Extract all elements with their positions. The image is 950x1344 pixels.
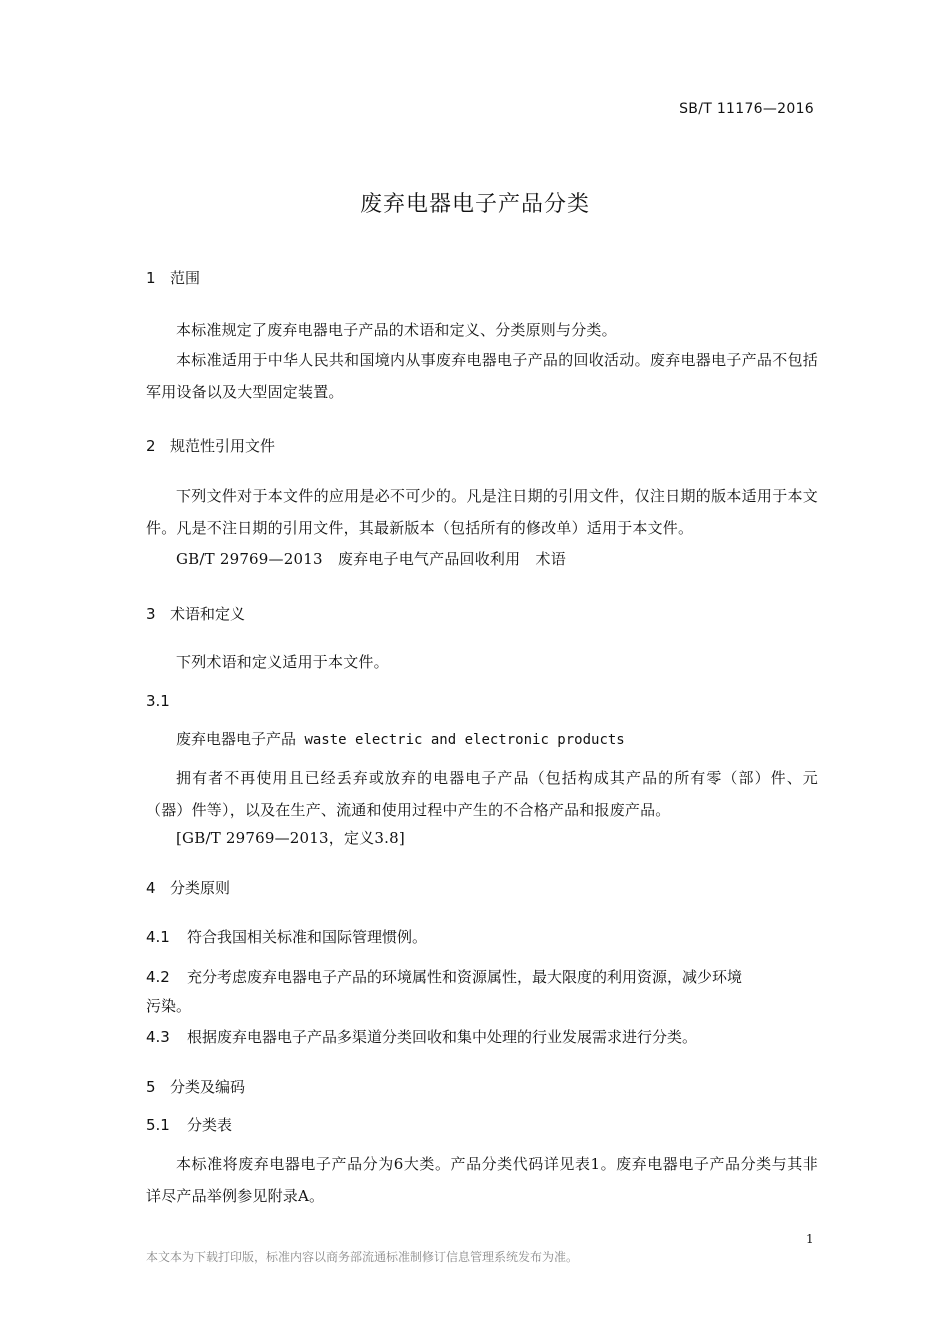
section-number: 2 — [146, 437, 156, 455]
section-number: 1 — [146, 269, 156, 287]
section-number: 3 — [146, 605, 156, 623]
section-3-heading — [146, 603, 245, 624]
section-4-heading — [146, 877, 230, 898]
clause-4-1 — [146, 926, 427, 947]
section-2-heading — [146, 435, 275, 456]
section-title: 术语和定义 — [170, 605, 246, 623]
section-3-paragraph-1: 下列术语和定义适用于本文件。 — [176, 653, 389, 671]
section-5-heading — [146, 1076, 245, 1097]
standard-code: SB/T 11176—2016 — [679, 101, 814, 117]
clause-4-2 — [146, 966, 742, 987]
clause-text: 根据废弃电器电子产品多渠道分类回收和集中处理的行业发展需求进行分类。 — [187, 1028, 698, 1046]
normative-reference: GB/T 29769—2013 废弃电子电气产品回收利用 术语 — [176, 550, 566, 568]
definition-source: [GB/T 29769—2013，定义3.8] — [176, 829, 405, 847]
term-chinese: 废弃电器电子产品 — [176, 730, 297, 748]
clause-number: 5.1 — [146, 1116, 170, 1134]
section-title: 范围 — [170, 269, 201, 287]
clause-title: 分类表 — [187, 1116, 233, 1134]
clause-5-1-heading — [146, 1114, 232, 1135]
section-1-heading — [146, 267, 200, 288]
section-title: 分类原则 — [170, 879, 231, 897]
section-2-paragraph-1: 下列文件对于本文件的应用是必不可少的。凡是注日期的引用文件，仅注日期的版本适用于本文件。凡是不注日期的引用文件，其最新版本（包括所有的修改单）适用于本文件。 — [146, 487, 818, 537]
section-title: 分类及编码 — [170, 1078, 246, 1096]
clause-number: 4.2 — [146, 968, 170, 986]
clause-number: 4.3 — [146, 1028, 170, 1046]
section-title: 规范性引用文件 — [170, 437, 276, 455]
clause-text: 符合我国相关标准和国际管理惯例。 — [187, 928, 428, 946]
clause-text: 充分考虑废弃电器电子产品的环境属性和资源属性，最大限度的利用资源，减少环境 — [187, 968, 743, 986]
clause-4-3 — [146, 1026, 697, 1047]
document-title: 废弃电器电子产品分类 — [359, 192, 590, 217]
page-number: 1 — [806, 1232, 814, 1246]
term-definition: 拥有者不再使用且已经丢弃或放弃的电器电子产品（包括构成其产品的所有零（部）件、元（器）件等），以及在生产、流通和使用过程中产生的不合格产品和报废产品。 — [146, 769, 818, 819]
footer-note: 本文本为下载打印版，标准内容以商务部流通标准制修订信息管理系统发布为准。 — [146, 1250, 579, 1264]
section-5-paragraph-1: 本标准将废弃电器电子产品分为6大类。产品分类代码详见表1。废弃电器电子产品分类与其非详尽产品举例参见附录A。 — [146, 1155, 818, 1205]
term-entry — [176, 728, 625, 749]
clause-3-1-number: 3.1 — [146, 692, 170, 710]
section-1-paragraph-2: 本标准适用于中华人民共和国境内从事废弃电器电子产品的回收活动。废弃电器电子产品不包括军用设备以及大型固定装置。 — [146, 351, 818, 401]
clause-number: 4.1 — [146, 928, 170, 946]
section-1-paragraph-1: 本标准规定了废弃电器电子产品的术语和定义、分类原则与分类。 — [176, 321, 617, 339]
term-english: waste electric and electronic products — [296, 732, 625, 748]
clause-4-2-continuation: 污染。 — [146, 997, 192, 1015]
section-number: 4 — [146, 879, 156, 897]
section-number: 5 — [146, 1078, 156, 1096]
